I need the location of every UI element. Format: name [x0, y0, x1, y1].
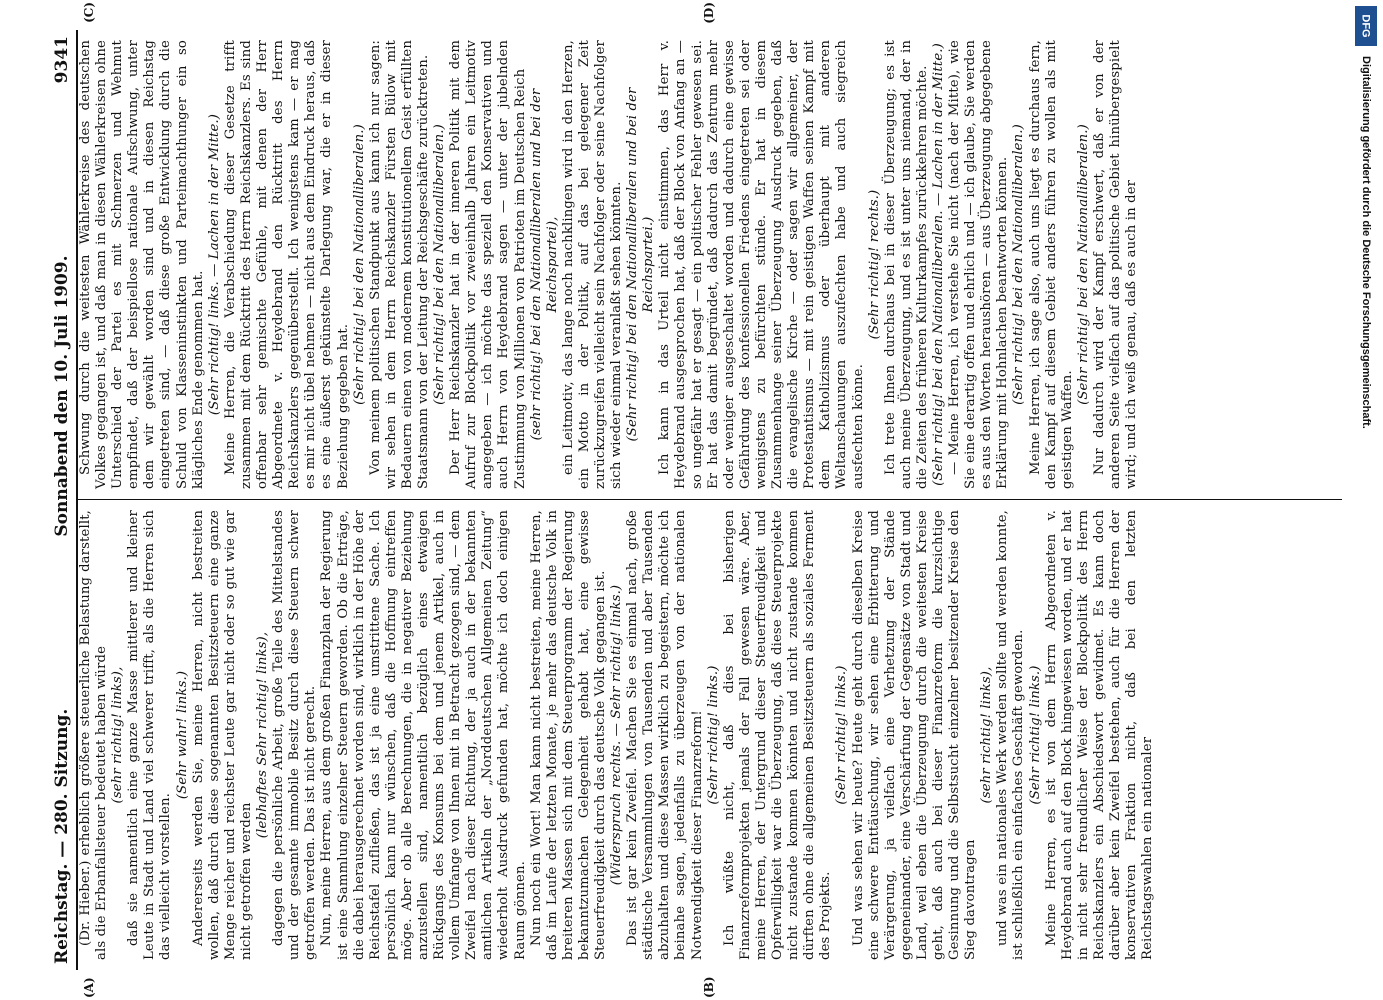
paragraph: Ich kann in das Urteil nicht einstimmen, das Herr v. Heydebrand ausgesprochen hat, daß der Block von Anfang an — so ungefähr hat er gesagt — ein politischer Fehler gewesen sei. Er hat das damit begründet, daß dadurch das Zentrum mehr oder weniger ausgeschaltet worden und dadurch eine gewisse Gefährdung des konfessionellen Friedens eingetreten sei oder wenigstens zu befürchten stünde. Er hat in diesem Zusammenhange seiner Überzeugung Ausdruck gegeben, daß die evangelische Kirche — oder sagen wir allgemeiner, der Protestantismus — mit rein geistigen Waffen seinen Kampf mit dem Katholizismus oder überhaupt mit anderen Weltanschauungen auszufechten habe und auch siegreich ausfechten könne.	[656, 40, 865, 489]
paragraph: Ich wüßte nicht, daß dies bei bisherigen Finanzreformprojekten jemals der Fall gewesen wäre. Aber, meine Herren, der Untergrund dieser Steuerfreudigkeit und Opferwilligkeit war die Überzeugung, daß diese Steuerprojekte nicht zustande kommen könnten und nicht zustande kommen dürften ohne die allgemeinen Besitzsteuern als soziales Ferment des Projekts.	[721, 510, 833, 960]
paragraph: Meine Herren, die Verabschiedung dieser Gesetze trifft zusammen mit dem Rücktritt des Herrn Reichskanzlers. Es sind offenbar sehr gemischte Gefühle, mit denen der Herr Abgeordnete v. Heydebrand den Rücktritt des Herrn Reichskanzlers gegenüberstellt. Ich wenigstens kam — er mag es mir nicht übel nehmen — nicht aus dem Eindruck heraus, daß es eine äußerst gekünstelte Darlegung war, die er in dieser Beziehung gegeben hat.	[222, 40, 350, 489]
paragraph: daß sie namentlich eine ganze Masse mittlerer und kleiner Leute in Stadt und Land viel schwerer trifft, als die Herren sich das vielleicht vorstellen.	[125, 510, 173, 960]
dfg-logo: DFG	[1355, 6, 1377, 46]
paragraph: Und was sehen wir heute? Heute geht durch dieselben Kreise eine schwere Enttäuschung, wir sehen eine Erbitterung und Verärgerung, ja vielfach eine Verhetzung der Stände gegeneinander, eine Verschärfung der Gegensätze von Stadt und Land, weil eben die Überzeugung durch die weitesten Kreise geht, daß auch bei dieser Finanzreform die kurzsichtige Gesinnung und die Selbstsucht einzelner besitzender Kreise den Sieg davontragen	[850, 510, 978, 960]
header-date: Sonnabend den 10. Juli 1909.	[51, 255, 72, 537]
interjection: (Widerspruch rechts. — Sehr richtig! links.)	[608, 584, 624, 886]
document-page	[42, 2, 1342, 998]
paragraph: dagegen die persönliche Arbeit, große Teile des Mittelstandes und der gesamte immobile Besitz durch diese Steuern schwer getroffen werden. Das ist nicht gerecht.	[270, 510, 318, 960]
interjection: (Sehr richtig! links. — Lachen in der Mitte.)	[206, 113, 222, 416]
interjection: (Sehr wahr! links.)	[174, 670, 190, 800]
interjection: (Sehr richtig! links.)	[833, 665, 849, 805]
interjection: (sehr richtig! links),	[109, 666, 125, 804]
interjection: (Sehr richtig! links.)	[1027, 665, 1043, 805]
paragraph: Nun noch ein Wort! Man kann nicht bestreiten, meine Herren, daß im Laufe der letzten Monate, je mehr das deutsche Volk in breiteren Massen sich mit dem Steuerprogramm der Regierung bekanntzumachen Gelegenheit gehabt hat, eine gewisse Steuerfreudigkeit durch das deutsche Volk gegangen ist.	[528, 510, 608, 960]
interjection: (Sehr richtig! links.)	[705, 665, 721, 805]
margin-mark-b: (B)	[701, 976, 716, 998]
interjection: (lebhaftes Sehr richtig! links),	[254, 631, 270, 839]
interjection: (Sehr richtig! bei den Nationalliberalen und bei der Reichspartei.)	[624, 87, 656, 442]
interjection: (Sehr richtig! bei den Nationalliberalen.)	[351, 124, 367, 405]
paragraph: (Dr. Hieber.) erheblich größere steuerliche Belastung darstellt, als die Erbanfallsteuer bedeutet haben würde	[77, 510, 109, 960]
text-columns	[78, 30, 1342, 970]
interjection: (Sehr richtig! rechts.)	[866, 189, 882, 340]
paragraph: Nun, meine Herren, aus dem großen Finanzplan der Regierung ist eine Sammlung einzelner Steuern geworden. Ob die Erträge, die dabei herausgerechnet worden sind, wirklich in der Höhe der Reichstafel zufließen, das ist ja eine umstrittene Sache. Ich persönlich kann nur wünschen, daß die Hoffnung eintreffen möge. Aber ob alle Berechnungen, die in negativer Beziehung anzustellen sind, namentlich bezüglich eines etwaigen Rückgangs des Konsums bei dem und jenem Artikel, auch in vollem Umfange von Ihnen mit in Betracht gezogen sind, — dem Zweifel nach dieser Richtung, der ja auch in der bekannten amtlichen Artikeln der „Norddeutschen Allgemeinen Zeitung“ wiederholt Ausdruck gefunden hat, möchte ich doch einigen Raum gönnen.	[318, 510, 528, 960]
paragraph: Meine Herren, es ist von dem Herrn Abgeordneten v. Heydebrand auch auf den Block hingewiesen worden, und er hat in nicht sehr freundlicher Weise der Blockpolitik des Herrn Reichskanzlers ein Abschiedswort gewidmet. Es kann doch darüber aber kein Zweifel bestehen, auch für die Herren der konservativen Fraktion nicht, daß bei den letzten Reichstagswahlen ein nationaler	[1043, 510, 1155, 960]
page-number: 9341	[51, 36, 72, 84]
left-column	[78, 500, 1342, 970]
interjection: (sehr richtig! links),	[978, 666, 994, 804]
paragraph: — Meine Herren, ich verstehe Sie nicht (nach der Mitte), wie Sie eine derartig offen und ehrlich und — ich glaube, Sie werden es aus den Worten heraushören — aus Überzeugung abgegebene Erklärung mit Hohnlachen beantworten können.	[946, 40, 1010, 489]
interjection: (Sehr richtig! bei den Nationalliberalen.)	[1075, 124, 1091, 405]
paragraph: Andererseits werden Sie, meine Herren, nicht bestreiten wollen, daß durch diese sogenannten Besitzsteuern eine ganze Menge reicher und reichster Leute gar nicht oder so gut wie gar nicht getroffen werden	[190, 510, 254, 960]
interjection: (Sehr richtig! bei den Nationalliberalen.)	[1010, 124, 1026, 405]
interjection: (sehr richtig! bei den Nationalliberalen und bei der Reichspartei),	[528, 88, 560, 441]
interjection: (Sehr richtig! bei den Nationalliberalen.)	[431, 124, 447, 405]
paragraph: Von meinem politischen Standpunkt aus kann ich nur sagen: wir sehen in dem Herrn Reichskanzler Fürsten Bülow mit Bedauern einen von modernem konstitutionellem Geist erfüllten Staatsmann von der Leitung der Reichsgeschäfte zurücktreten.	[367, 40, 431, 489]
interjection: (Sehr richtig! bei den Nationalliberalen. — Lachen in der Mitte.)	[930, 43, 946, 486]
page-header	[42, 30, 78, 970]
paragraph: Schwung durch die weitesten Wählerkreise des deutschen Volkes gegangen ist, und daß man in diesen Wählerkreisen ohne Unterschied der Partei es mit Schmerzen und Wehmut empfindet, daß der beispiellose nationale Aufschwung, unter dem wir gewählt worden sind und in diesen Reichstag eingetreten sind, — daß diese große Entwicklung durch die Schuld von Klasseninstinkten und Parteimachthunger ein so klägliches Ende genommen hat.	[77, 40, 206, 489]
paragraph: Nur dadurch wird der Kampf erschwert, daß er von der anderen Seite vielfach auf das politische Gebiet hinübergespielt wird; und ich weiß genau, daß es auch in der	[1091, 40, 1139, 489]
digitization-note: Digitalisierung gefördert durch die Deutsche Forschungsgemeinschaft.	[1360, 56, 1372, 429]
margin-mark-c: (C)	[81, 2, 96, 23]
paragraph: Meine Herren, ich sage also, auch uns liegt es durchaus fern, den Kampf auf diesem Gebiet anders führen zu wollen als mit geistigen Waffen.	[1027, 40, 1075, 489]
paragraph: ein Leitmotiv, das lange noch nachklingen wird in den Herzen, ein Motto in der Politik, auf das bei gelegener Zeit zurückzugreifen vielleicht sein Nachfolger oder seine Nachfolger sich wieder einmal veranlaßt sehen könnten.	[560, 40, 624, 489]
margin-mark-a: (A)	[81, 977, 96, 998]
right-column	[78, 30, 1342, 500]
paragraph: Ich trete Ihnen durchaus bei in dieser Überzeugung; es ist auch meine Überzeugung, und es ist unter uns niemand, der in die Zeiten des früheren Kulturkampfes zurückkehren möchte.	[882, 40, 930, 489]
paragraph: und was ein nationales Werk werden sollte und werden konnte, ist schließlich ein einfaches Geschäft geworden.	[994, 510, 1026, 960]
header-left: Reichstag. — 280. Sitzung.	[51, 708, 72, 964]
paragraph: Der Herr Reichskanzler hat in der inneren Politik mit dem Aufruf zur Blockpolitik vor zweieinhalb Jahren ein Leitmotiv angegeben — ich möchte das speziell den Konservativen und auch Herrn von Heydebrand sagen — unter der jubelnden Zustimmung von Millionen von Patrioten im Deutschen Reich	[447, 40, 528, 489]
digitization-stamp	[1353, 6, 1379, 994]
margin-mark-d: (D)	[701, 2, 716, 24]
paragraph: Das ist gar kein Zweifel. Machen Sie es einmal nach, große städtische Versammlungen von Tausenden und aber Tausenden abzuhalten und diese Massen wirklich zu begeistern, möchte ich beinahe sagen, jedenfalls zu überzeugen von der nationalen Notwendigkeit dieser Finanzreform!	[624, 510, 705, 960]
